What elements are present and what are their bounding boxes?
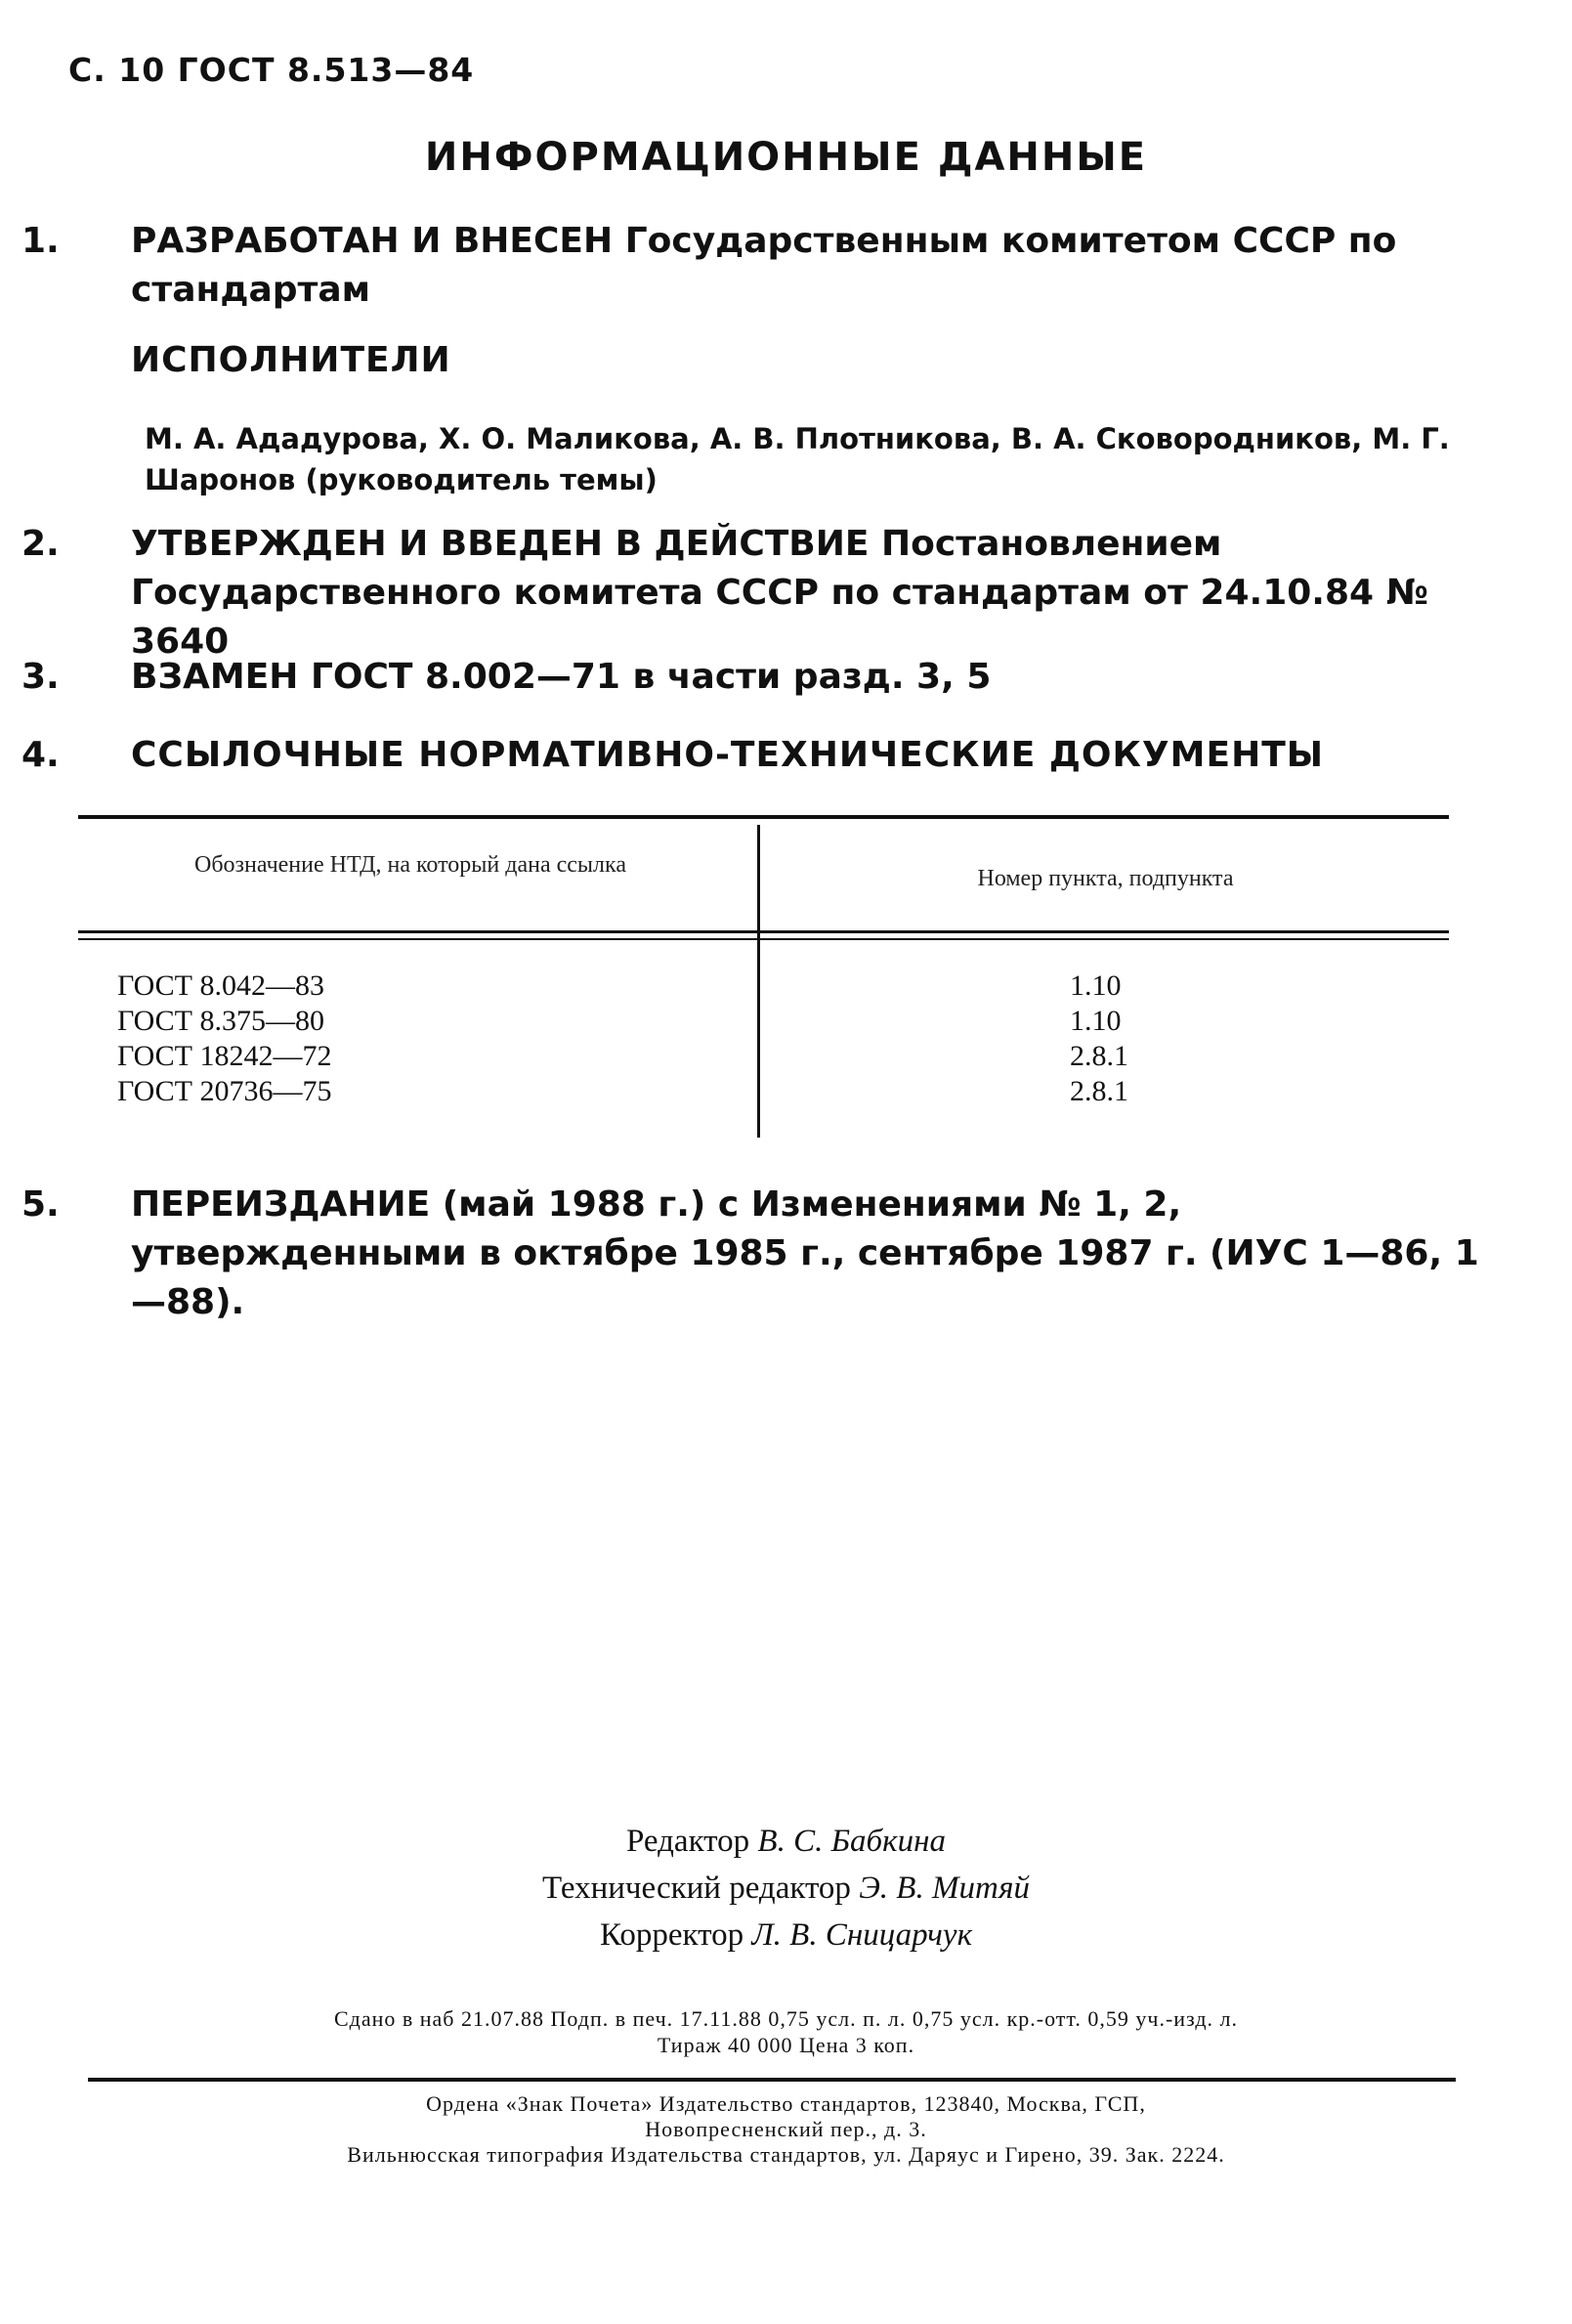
section-5 bbox=[21, 1181, 1508, 1327]
section-2 bbox=[21, 520, 1508, 667]
table-cell-doc: ГОСТ 8.042—83 bbox=[117, 969, 324, 1002]
section-1-number: 1. bbox=[21, 221, 60, 261]
table-cell-doc: ГОСТ 18242—72 bbox=[117, 1040, 332, 1072]
section-5-heading: ПЕРЕИЗДАНИЕ bbox=[131, 1184, 431, 1225]
footer bbox=[0, 2091, 1572, 2168]
credit-tech-editor bbox=[0, 1865, 1572, 1912]
section-1-text: Государственным комитетом СССР по стандартам bbox=[131, 221, 1397, 310]
page-header: С. 10 ГОСТ 8.513—84 bbox=[68, 51, 475, 89]
table-header-item-number: Номер пункта, подпункта bbox=[977, 866, 1234, 891]
table-cell-doc: ГОСТ 8.375—80 bbox=[117, 1005, 324, 1037]
section-4-number: 4. bbox=[21, 735, 60, 775]
footer-line-1: Ордена «Знак Почета» Издательство стандартов, 123840, Москва, ГСП, bbox=[426, 2091, 1146, 2116]
table-header-designation: Обозначение НТД, на который дана ссылка bbox=[194, 852, 626, 878]
table-header-rule-2 bbox=[78, 938, 1449, 940]
table-cell-doc: ГОСТ 20736—75 bbox=[117, 1075, 332, 1107]
section-4-text: ССЫЛОЧНЫЕ НОРМАТИВНО-ТЕХНИЧЕСКИЕ ДОКУМЕНТЫ bbox=[131, 735, 1325, 775]
section-1-heading: РАЗРАБОТАН И ВНЕСЕН bbox=[131, 221, 614, 261]
credit-editor-name: В. С. Бабкина bbox=[757, 1824, 946, 1859]
credit-editor bbox=[0, 1818, 1572, 1865]
credit-tech-editor-name: Э. В. Митяй bbox=[859, 1871, 1031, 1906]
credit-editor-label: Редактор bbox=[626, 1824, 750, 1859]
section-5-number: 5. bbox=[21, 1184, 60, 1225]
table-row bbox=[78, 969, 1449, 1005]
performers-title: ИСПОЛНИТЕЛИ bbox=[131, 340, 451, 380]
footer-line-2: Новопресненский пер., д. 3. bbox=[645, 2117, 927, 2141]
section-5-text: (май 1988 г.) с Изменениями № 1, 2, утвержденными в октябре 1985 г., сентябре 1987 г. (ИУС 1—86, 1—88). bbox=[131, 1184, 1479, 1322]
section-3-text: ВЗАМЕН ГОСТ 8.002—71 в части разд. 3, 5 bbox=[131, 657, 992, 697]
print-info-line-1: Сдано в наб 21.07.88 Подп. в печ. 17.11.88 0,75 усл. п. л. 0,75 усл. кр.-отт. 0,59 уч.-изд. л. bbox=[333, 2006, 1239, 2031]
credits bbox=[0, 1818, 1572, 1958]
table-row bbox=[78, 1075, 1449, 1110]
credit-tech-editor-label: Технический редактор bbox=[541, 1871, 851, 1906]
section-3 bbox=[21, 653, 1508, 702]
credit-corrector-label: Корректор bbox=[599, 1917, 744, 1953]
reference-table bbox=[78, 815, 1449, 1143]
table-cell-item: 2.8.1 bbox=[1070, 1075, 1128, 1107]
section-4 bbox=[21, 731, 1508, 780]
table-row bbox=[78, 1005, 1449, 1040]
performers-list: М. А. Ададурова, Х. О. Маликова, А. В. Плотникова, В. А. Сковородников, М. Г. Шаронов (руководитель темы) bbox=[145, 422, 1450, 496]
section-2-text: Постановлением Государственного комитета СССР по стандартам от 24.10.84 № 3640 bbox=[131, 524, 1428, 662]
section-3-number: 3. bbox=[21, 657, 60, 697]
print-info-line-2: Тираж 40 000 Цена 3 коп. bbox=[657, 2033, 915, 2057]
print-info bbox=[0, 2005, 1572, 2058]
table-cell-item: 2.8.1 bbox=[1070, 1040, 1128, 1072]
section-2-number: 2. bbox=[21, 524, 60, 564]
credit-corrector bbox=[0, 1912, 1572, 1958]
table-row bbox=[78, 1040, 1449, 1075]
section-2-heading: УТВЕРЖДЕН И ВВЕДЕН В ДЕЙСТВИЕ bbox=[131, 524, 870, 564]
footer-rule bbox=[88, 2078, 1456, 2082]
footer-line-3: Вильнюсская типография Издательства стандартов, ул. Даряус и Гирено, 39. Зак. 2224. bbox=[347, 2142, 1225, 2167]
table-cell-item: 1.10 bbox=[1070, 1005, 1122, 1037]
section-1 bbox=[21, 217, 1508, 315]
info-title: ИНФОРМАЦИОННЫЕ ДАННЫЕ bbox=[424, 135, 1148, 180]
credit-corrector-name: Л. В. Сницарчук bbox=[751, 1917, 973, 1953]
table-cell-item: 1.10 bbox=[1070, 969, 1122, 1002]
table-top-rule bbox=[78, 815, 1449, 819]
table-header-rule bbox=[78, 930, 1449, 933]
